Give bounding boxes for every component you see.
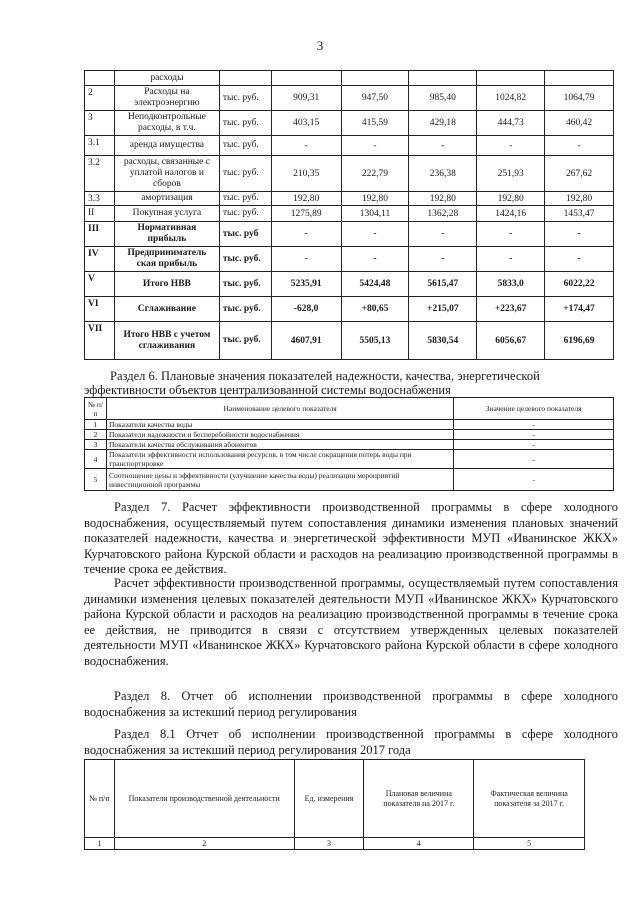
row-name: Сглаживание bbox=[114, 297, 219, 322]
report-table bbox=[84, 759, 585, 850]
row-value bbox=[271, 71, 341, 86]
row-value: - bbox=[341, 222, 409, 247]
finance-row bbox=[85, 111, 614, 136]
row-number: III bbox=[85, 222, 115, 247]
finance-row bbox=[85, 272, 614, 297]
row-value: 1304,11 bbox=[341, 206, 409, 222]
finance-row bbox=[85, 192, 614, 206]
row-value: 6196,69 bbox=[545, 322, 614, 360]
row-name: Покупная услуга bbox=[114, 206, 219, 222]
report-header-plan: Плановая величина показателя на 2017 г. bbox=[364, 760, 474, 838]
report-header-fact: Фактическая величина показателя за 2017 г. bbox=[474, 760, 585, 838]
row-unit bbox=[219, 71, 271, 86]
row-value: 5615,47 bbox=[409, 272, 477, 297]
indicator-header-name: Наименование целевого показателя bbox=[106, 398, 453, 420]
row-value: 192,80 bbox=[271, 192, 341, 206]
row-value: 1362,28 bbox=[409, 206, 477, 222]
row-value: - bbox=[409, 136, 477, 156]
row-number: VII bbox=[85, 322, 115, 360]
finance-table bbox=[84, 70, 614, 360]
row-value: - bbox=[409, 222, 477, 247]
indicator-value: - bbox=[454, 450, 614, 469]
row-name: амортизация bbox=[114, 192, 219, 206]
row-number: VI bbox=[85, 297, 115, 322]
indicator-name: Показатели качества воды bbox=[106, 420, 453, 430]
row-unit: тыс. руб. bbox=[219, 192, 271, 206]
row-unit: тыс. руб. bbox=[219, 156, 271, 192]
row-unit: тыс. руб. bbox=[219, 297, 271, 322]
row-value: 251,93 bbox=[477, 156, 545, 192]
row-unit: тыс. руб. bbox=[219, 247, 271, 272]
row-value: 210,35 bbox=[271, 156, 341, 192]
indicator-num: 5 bbox=[85, 469, 107, 491]
row-number: V bbox=[85, 272, 115, 297]
row-value: +215,07 bbox=[409, 297, 477, 322]
indicator-row bbox=[85, 420, 614, 430]
row-value: 267,62 bbox=[545, 156, 614, 192]
finance-row bbox=[85, 156, 614, 192]
indicator-row bbox=[85, 450, 614, 469]
row-value: - bbox=[545, 222, 614, 247]
report-col-number: 1 bbox=[85, 838, 115, 850]
finance-row bbox=[85, 247, 614, 272]
row-value: 1453,47 bbox=[545, 206, 614, 222]
report-col-number: 5 bbox=[474, 838, 585, 850]
section-7-paragraph-1: Раздел 7. Расчет эффективности производственной программы в сфере холодного водоснабжения, осуществляемый путем сопоставления динамики изменения плановых значений показателей надежности, качества и энергетической эффективности МУП «Иванинское ЖКХ» Курчатовского района Курской области и расходов на реализацию производственной программы в течение срока ее действия. bbox=[84, 500, 618, 576]
row-value: 444,73 bbox=[477, 111, 545, 136]
indicator-num: 3 bbox=[85, 440, 107, 450]
indicator-value: - bbox=[454, 469, 614, 491]
row-value: 985,40 bbox=[409, 86, 477, 111]
row-value: 6022,22 bbox=[545, 272, 614, 297]
finance-row bbox=[85, 71, 614, 86]
indicator-num: 4 bbox=[85, 450, 107, 469]
row-value: 947,50 bbox=[341, 86, 409, 111]
row-value: - bbox=[545, 247, 614, 272]
row-value: - bbox=[477, 247, 545, 272]
row-value: - bbox=[271, 247, 341, 272]
row-value: 429,18 bbox=[409, 111, 477, 136]
row-value: 222,79 bbox=[341, 156, 409, 192]
indicator-name: Соотношение цены и эффективности (улучшение качества воды) реализации мероприятий инвестиционной программы bbox=[106, 469, 453, 491]
row-value bbox=[409, 71, 477, 86]
row-unit: тыс. руб. bbox=[219, 322, 271, 360]
section-6-title-line-1: Раздел 6. Плановые значения показателей надежности, качества, энергетической bbox=[110, 369, 540, 383]
row-value: 192,80 bbox=[341, 192, 409, 206]
page-number: 3 bbox=[316, 38, 324, 53]
row-value: - bbox=[271, 222, 341, 247]
row-name: расходы, связанные с уплатой налогов и сборов bbox=[114, 156, 219, 192]
report-header-indicators: Показатели производственной деятельности bbox=[114, 760, 294, 838]
indicator-row bbox=[85, 430, 614, 440]
row-name: Предприниматель ская прибыль bbox=[114, 247, 219, 272]
indicator-header-num: № п/п bbox=[85, 398, 107, 420]
row-value: 909,31 bbox=[271, 86, 341, 111]
row-value: 1424,16 bbox=[477, 206, 545, 222]
report-header-unit: Ед. измерения bbox=[294, 760, 364, 838]
indicator-name: Показатели эффективности использования ресурсов, в том числе сокращения потерь воды при транспортировке bbox=[106, 450, 453, 469]
indicator-value: - bbox=[454, 440, 614, 450]
section-6-title-line-2: эффективности объектов централизованной системы водоснабжения bbox=[84, 383, 451, 397]
section-8-title: Раздел 8. Отчет об исполнении производственной программы в сфере холодного водоснабжения за истекший период регулирования bbox=[84, 689, 618, 719]
row-value bbox=[341, 71, 409, 86]
row-value: 1024,82 bbox=[477, 86, 545, 111]
finance-row bbox=[85, 322, 614, 360]
row-number: 3.3 bbox=[85, 192, 115, 206]
row-unit: тыс. руб. bbox=[219, 86, 271, 111]
row-value: 4607,91 bbox=[271, 322, 341, 360]
row-value: 192,80 bbox=[477, 192, 545, 206]
row-value: +80,65 bbox=[341, 297, 409, 322]
finance-row bbox=[85, 206, 614, 222]
indicator-row bbox=[85, 469, 614, 491]
section-8-1-title: Раздел 8.1 Отчет об исполнении производственной программы в сфере холодного водоснабжения за истекший период регулирования 2017 года bbox=[84, 727, 618, 757]
row-value: +223,67 bbox=[477, 297, 545, 322]
row-number: II bbox=[85, 206, 115, 222]
row-name: Неподконтрольные расходы, в т.ч. bbox=[114, 111, 219, 136]
row-number: 3 bbox=[85, 111, 115, 136]
row-value: - bbox=[477, 222, 545, 247]
row-name: расходы bbox=[114, 71, 219, 86]
indicator-name: Показатели качества обслуживания абонентов bbox=[106, 440, 453, 450]
row-value: 236,38 bbox=[409, 156, 477, 192]
report-col-number: 4 bbox=[364, 838, 474, 850]
row-value: -628,0 bbox=[271, 297, 341, 322]
row-unit: тыс. руб. bbox=[219, 272, 271, 297]
indicator-table bbox=[84, 397, 614, 491]
indicator-row bbox=[85, 440, 614, 450]
row-value: 460,42 bbox=[545, 111, 614, 136]
row-value: - bbox=[341, 136, 409, 156]
row-value: 192,80 bbox=[545, 192, 614, 206]
row-value: 5505,13 bbox=[341, 322, 409, 360]
row-unit: тыс. руб. bbox=[219, 136, 271, 156]
row-value bbox=[545, 71, 614, 86]
row-number: IV bbox=[85, 247, 115, 272]
row-value: - bbox=[409, 247, 477, 272]
row-value: 192,80 bbox=[409, 192, 477, 206]
report-header-num: № п/п bbox=[85, 760, 115, 838]
report-col-number: 2 bbox=[114, 838, 294, 850]
finance-row bbox=[85, 136, 614, 156]
section-7-paragraph-2: Расчет эффективности производственной программы, осуществляемый путем сопоставления динамики изменения целевых показателей деятельности МУП «Иванинское ЖКХ» Курчатовского района Курской области и расходов на реализацию производственной программы в течение срока ее действия, не приводится в связи с отсутствием утвержденных целевых показателей деятельности МУП «Иванинское ЖКХ» Курчатовского района Курской области в сфере холодного водоснабжения. bbox=[84, 576, 618, 668]
row-value: 415,59 bbox=[341, 111, 409, 136]
row-name: Расходы на электроэнергию bbox=[114, 86, 219, 111]
row-value: 403,15 bbox=[271, 111, 341, 136]
row-number: 3.1 bbox=[85, 136, 115, 156]
indicator-num: 1 bbox=[85, 420, 107, 430]
row-value: - bbox=[545, 136, 614, 156]
row-value: 5830,54 bbox=[409, 322, 477, 360]
row-value: 5235,91 bbox=[271, 272, 341, 297]
row-value: - bbox=[271, 136, 341, 156]
row-number: 3.2 bbox=[85, 156, 115, 192]
row-value: +174,47 bbox=[545, 297, 614, 322]
finance-row bbox=[85, 297, 614, 322]
row-value: 5833,0 bbox=[477, 272, 545, 297]
indicator-num: 2 bbox=[85, 430, 107, 440]
finance-row bbox=[85, 86, 614, 111]
row-value: - bbox=[341, 247, 409, 272]
row-value: 6056,67 bbox=[477, 322, 545, 360]
row-name: аренда имущества bbox=[114, 136, 219, 156]
row-unit: тыс. руб. bbox=[219, 111, 271, 136]
finance-row bbox=[85, 222, 614, 247]
row-unit: тыс. руб. bbox=[219, 206, 271, 222]
row-value: - bbox=[477, 136, 545, 156]
row-name: Итого НВВ с учетом сглаживания bbox=[114, 322, 219, 360]
row-value: 1275,89 bbox=[271, 206, 341, 222]
row-name: Нормативная прибыль bbox=[114, 222, 219, 247]
indicator-name: Показатели надежности и бесперебойности водоснабжения bbox=[106, 430, 453, 440]
row-unit: тыс. руб bbox=[219, 222, 271, 247]
row-value: 1064,79 bbox=[545, 86, 614, 111]
row-number bbox=[85, 71, 115, 86]
row-name: Итого НВВ bbox=[114, 272, 219, 297]
row-number: 2 bbox=[85, 86, 115, 111]
indicator-value: - bbox=[454, 430, 614, 440]
indicator-header-value: Значение целевого показателя bbox=[454, 398, 614, 420]
row-value: 5424,48 bbox=[341, 272, 409, 297]
indicator-value: - bbox=[454, 420, 614, 430]
row-value bbox=[477, 71, 545, 86]
report-col-number: 3 bbox=[294, 838, 364, 850]
